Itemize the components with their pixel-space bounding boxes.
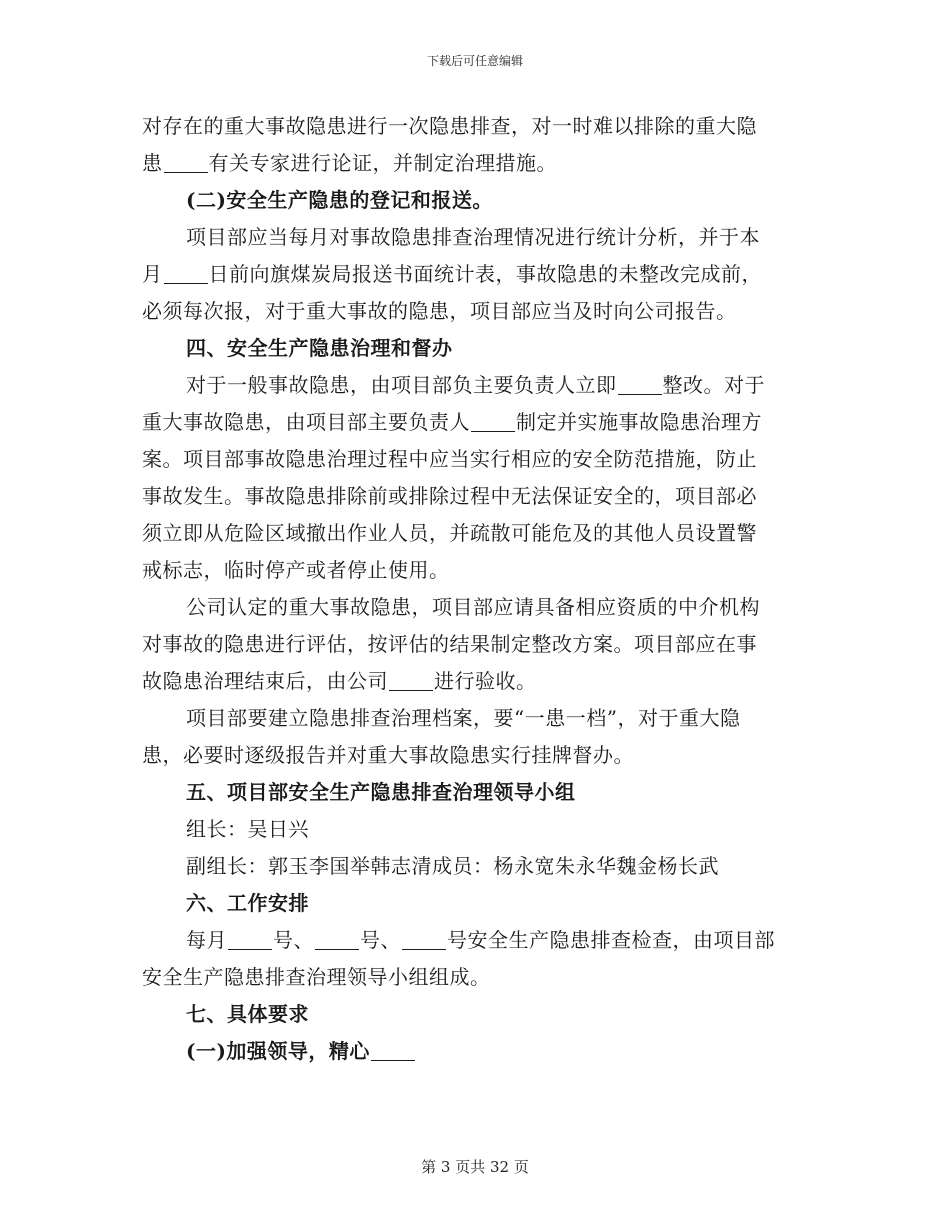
text-run: 号、	[273, 928, 314, 952]
leader-line: 组长：吴日兴	[186, 817, 309, 841]
section-heading: 六、工作安排	[186, 891, 309, 915]
paragraph-line: 对存在的重大事故隐患进行一次隐患排查，对一时难以排除的重大隐	[142, 114, 757, 138]
text-run: 月	[142, 262, 163, 286]
text-run: 整改。对于	[662, 373, 765, 397]
section-heading: (二)安全生产隐患的登记和报送。	[186, 188, 493, 212]
paragraph-line: 必须每次报，对于重大事故的隐患，项目部应当及时向公司报告。	[142, 299, 737, 323]
section-heading	[142, 1033, 804, 1070]
paragraph-line: 案。项目部事故隐患治理过程中应当实行相应的安全防范措施，防止	[142, 447, 757, 471]
text-run: 重大事故隐患，由项目部主要负责人	[142, 410, 470, 434]
fill-blank	[371, 1038, 415, 1061]
paragraph-line: 项目部应当每月对事故隐患排查治理情况进行统计分析，并于本	[186, 225, 760, 249]
paragraph-line	[142, 145, 804, 182]
fill-blank	[164, 150, 208, 173]
document-body	[142, 108, 804, 1070]
text-run: 对于一般事故隐患，由项目部负主要负责人立即	[186, 373, 617, 397]
fill-blank	[228, 927, 272, 950]
text-run: 有关专家进行论证，并制定治理措施。	[208, 151, 557, 175]
fill-blank	[389, 668, 433, 691]
paragraph-line	[142, 404, 804, 441]
paragraph-line	[142, 367, 804, 404]
fill-blank	[471, 409, 515, 432]
paragraph-line: 须立即从危险区域撤出作业人员，并疏散可能危及的其他人员设置警	[142, 521, 757, 545]
paragraph-line: 项目部要建立隐患排查治理档案，要“一患一档”，对于重大隐	[186, 706, 741, 730]
section-heading: 四、安全生产隐患治理和督办	[186, 336, 453, 360]
paragraph-line: 对事故的隐患进行评估，按评估的结果制定整改方案。项目部应在事	[142, 632, 757, 656]
text-run: (一)加强领导，精心	[186, 1039, 370, 1063]
paragraph-line: 安全生产隐患排查治理领导小组组成。	[142, 965, 491, 989]
paragraph-line	[142, 256, 804, 293]
paragraph-line	[142, 922, 804, 959]
paragraph-line: 公司认定的重大事故隐患，项目部应请具备相应资质的中介机构	[186, 595, 760, 619]
paragraph-line: 患，必要时逐级报告并对重大事故隐患实行挂牌督办。	[142, 743, 634, 767]
deputy-line: 副组长：郭玉李国举韩志清成员：杨永宽朱永华魏金杨长武	[186, 854, 719, 878]
paragraph-line	[142, 663, 804, 700]
text-run: 制定并实施事故隐患治理方	[516, 410, 762, 434]
paragraph-line: 戒标志，临时停产或者停止使用。	[142, 558, 450, 582]
section-heading: 五、项目部安全生产隐患排查治理领导小组	[186, 780, 576, 804]
page-header: 下载后可任意编辑	[426, 54, 523, 68]
section-heading: 七、具体要求	[186, 1002, 309, 1026]
paragraph-line: 事故发生。事故隐患排除前或排除过程中无法保证安全的，项目部必	[142, 484, 757, 508]
text-run: 故隐患治理结束后，由公司	[142, 669, 388, 693]
text-run: 号安全生产隐患排查检查，由项目部	[447, 928, 775, 952]
fill-blank	[402, 927, 446, 950]
text-run: 日前向旗煤炭局报送书面统计表，事故隐患的未整改完成前，	[208, 262, 762, 286]
text-run: 号、	[360, 928, 401, 952]
text-run: 患	[142, 151, 163, 175]
page-footer: 第 3 页共 32 页	[421, 1158, 529, 1176]
fill-blank	[618, 372, 662, 395]
text-run: 每月	[186, 928, 227, 952]
text-run: 进行验收。	[434, 669, 537, 693]
fill-blank	[164, 261, 208, 284]
fill-blank	[315, 927, 359, 950]
